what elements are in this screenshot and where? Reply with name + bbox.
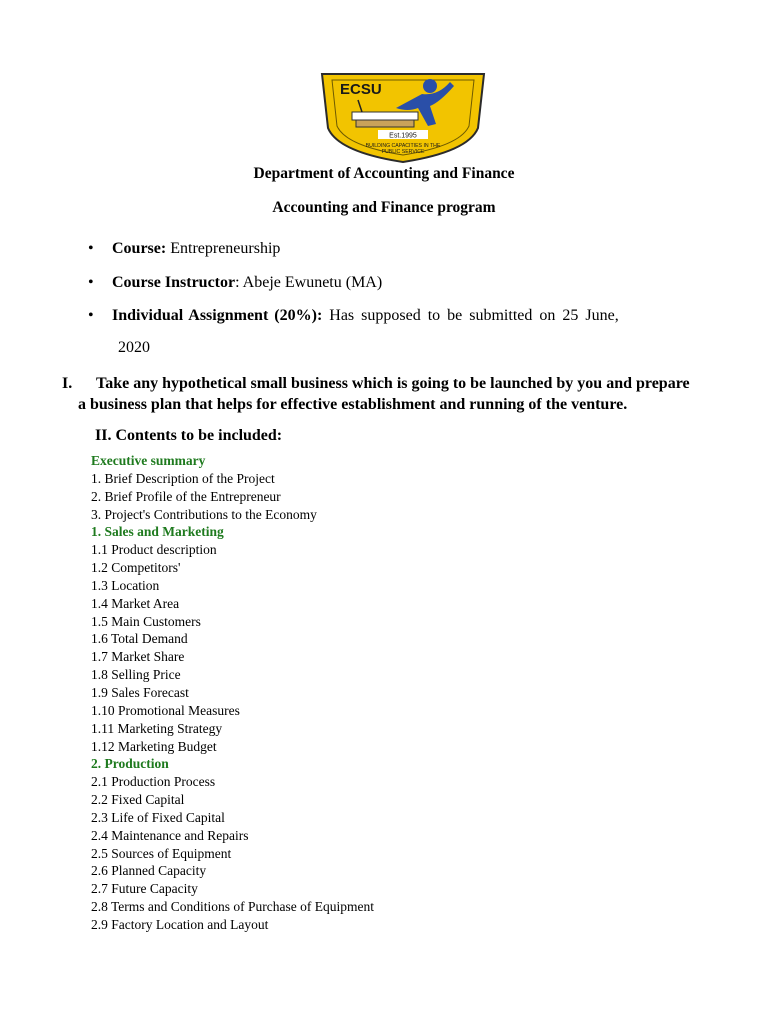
- assignment-continuation: 2020: [118, 339, 150, 356]
- contents-item: 2.4 Maintenance and Repairs: [91, 827, 249, 843]
- program-title: Accounting and Finance program: [272, 199, 496, 216]
- logo-motto-2: PUBLIC SERVICE: [381, 149, 425, 155]
- contents-heading: 2. Production: [91, 756, 169, 772]
- instructor-value: : Abeje Ewunetu (MA): [235, 274, 383, 291]
- contents-item: 1.2 Competitors': [91, 560, 181, 576]
- contents-item: 1.10 Promotional Measures: [91, 702, 240, 718]
- assignment-label: Individual Assignment (20%):: [112, 307, 323, 324]
- logo-est: Est.1995: [389, 132, 417, 140]
- contents-item: 2.3 Life of Fixed Capital: [91, 809, 225, 825]
- contents-item: 2.2 Fixed Capital: [91, 792, 185, 808]
- instructor-bullet: [88, 274, 382, 292]
- section-i-line2: a business plan that helps for effective establishment and running of the venture.: [78, 396, 628, 413]
- contents-list: [91, 452, 374, 934]
- contents-item: 1.4 Market Area: [91, 595, 180, 611]
- contents-heading: 1. Sales and Marketing: [91, 524, 224, 540]
- logo-acronym: ECSU: [340, 81, 382, 98]
- contents-item: 1.6 Total Demand: [91, 631, 188, 647]
- logo-figure-head: [423, 79, 437, 93]
- contents-item: 2. Brief Profile of the Entrepreneur: [91, 488, 281, 504]
- contents-item: 2.1 Production Process: [91, 774, 216, 790]
- contents-item: 1.8 Selling Price: [91, 667, 181, 683]
- logo-motto-1: BUILDING CAPACITIES IN THE: [365, 143, 441, 149]
- contents-item: 1. Brief Description of the Project: [91, 470, 275, 486]
- contents-item: 1.11 Marketing Strategy: [91, 720, 223, 736]
- instructor-label: Course Instructor: [112, 274, 236, 291]
- contents-item: 1.5 Main Customers: [91, 613, 201, 629]
- bullet-dot: •: [88, 307, 94, 324]
- contents-item: 2.9 Factory Location and Layout: [91, 916, 269, 932]
- bullet-dot: •: [88, 240, 94, 257]
- contents-item: 1.1 Product description: [91, 542, 217, 558]
- bullet-dot: •: [88, 274, 94, 291]
- contents-item: 2.7 Future Capacity: [91, 881, 198, 897]
- logo-books: [352, 112, 418, 120]
- contents-item: 2.5 Sources of Equipment: [91, 845, 232, 861]
- course-bullet: [88, 240, 280, 258]
- assignment-value: Has supposed to be submitted on 25 June,: [322, 307, 619, 324]
- contents-item: 1.12 Marketing Budget: [91, 738, 217, 754]
- section-i: [62, 373, 762, 415]
- ecsu-logo: [318, 72, 488, 164]
- contents-item: 1.7 Market Share: [91, 649, 185, 665]
- department-title: Department of Accounting and Finance: [253, 165, 515, 182]
- contents-heading: Executive summary: [91, 453, 206, 468]
- section-i-numeral: I.: [62, 375, 73, 392]
- section-i-line1: Take any hypothetical small business which is going to be launched by you and prepare: [96, 375, 690, 392]
- course-value: Entrepreneurship: [166, 240, 281, 257]
- contents-item: 1.3 Location: [91, 577, 160, 593]
- contents-item: 2.8 Terms and Conditions of Purchase of Equipment: [91, 899, 375, 915]
- section-ii-title: II. Contents to be included:: [95, 427, 283, 444]
- contents-item: 1.9 Sales Forecast: [91, 684, 189, 700]
- course-label: Course:: [112, 240, 167, 257]
- contents-item: 2.6 Planned Capacity: [91, 863, 207, 879]
- assignment-bullet: [88, 307, 688, 325]
- contents-item: 3. Project's Contributions to the Economy: [91, 506, 317, 522]
